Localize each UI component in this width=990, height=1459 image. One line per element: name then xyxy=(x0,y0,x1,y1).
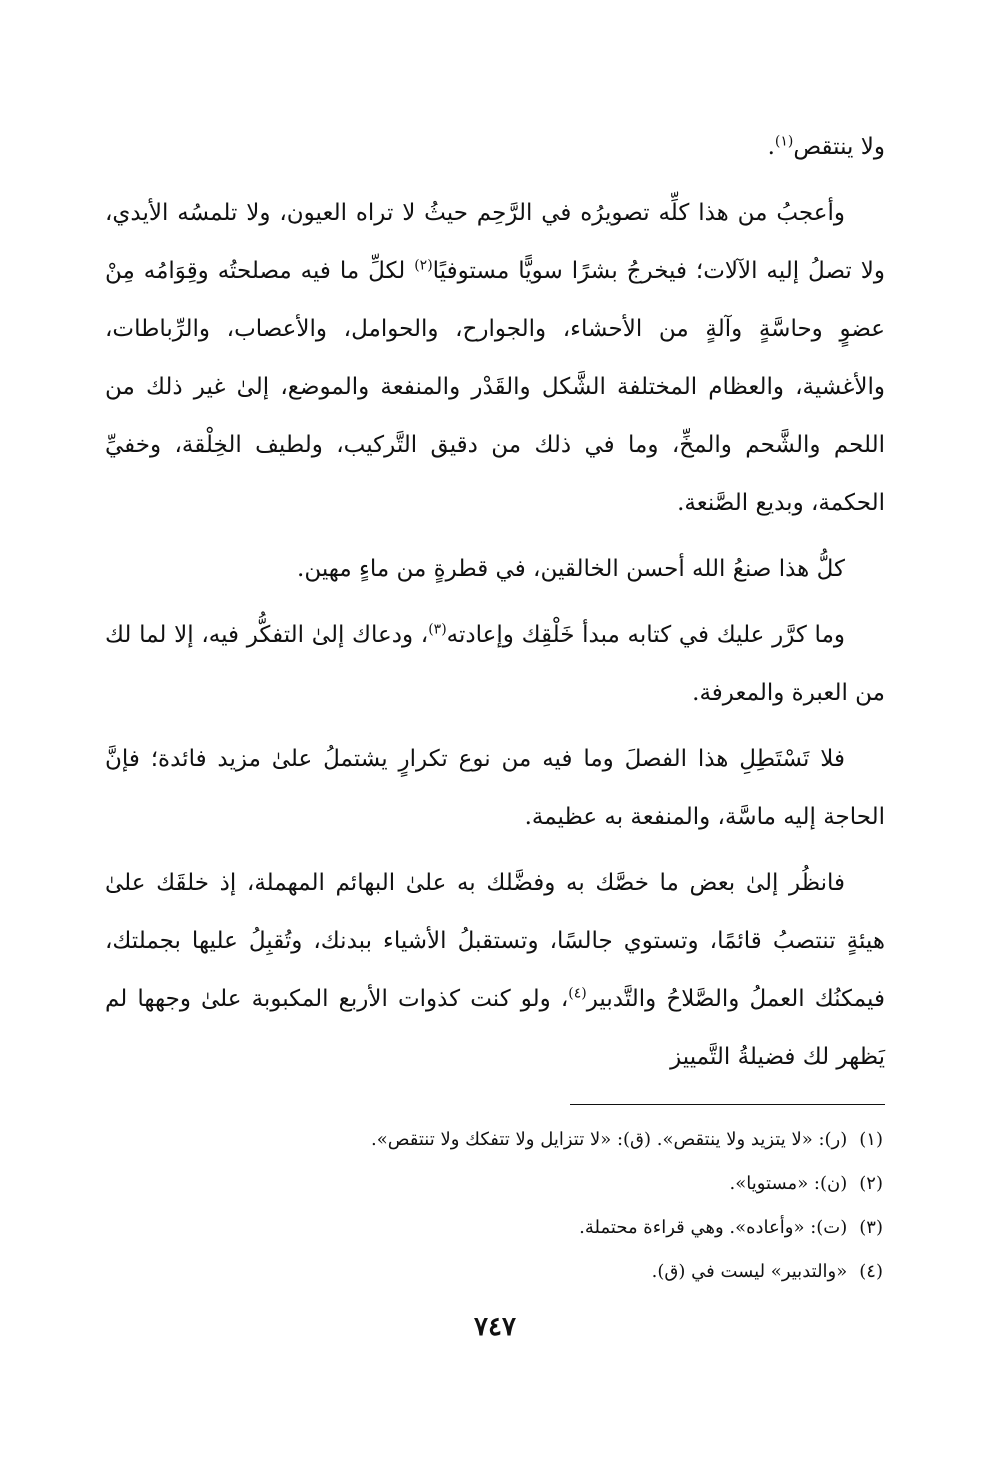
paragraph-3 xyxy=(105,540,885,598)
paragraph-4-part2: ، ودعاك إلىٰ التفكُّر فيه، إلا لما لك من العبرة والمعرفة. xyxy=(105,622,885,706)
footnotes xyxy=(105,1118,885,1294)
footnote-3 xyxy=(105,1206,885,1250)
paragraph-4 xyxy=(105,606,885,722)
footnote-number: (٢) xyxy=(859,1173,883,1194)
paragraph-6 xyxy=(105,854,885,1086)
paragraph-1-end: . xyxy=(767,134,775,160)
footnote-text: (ن): «مستويا». xyxy=(729,1173,848,1194)
footnote-ref-3: (٣) xyxy=(428,621,447,638)
footnote-text: (ت): «وأعاده». وهي قراءة محتملة. xyxy=(579,1217,848,1238)
footnote-ref-4: (٤) xyxy=(568,985,587,1002)
footnote-1 xyxy=(105,1118,885,1162)
footnote-2 xyxy=(105,1162,885,1206)
footnote-number: (١) xyxy=(859,1129,883,1150)
paragraph-3-text: كلُّ هذا صنعُ الله أحسن الخالقين، في قطرةٍ من ماءٍ مهين. xyxy=(297,556,845,582)
paragraph-5-text: فلا تَسْتَطِلِ هذا الفصلَ وما فيه من نوع تكرارٍ يشتملُ علىٰ مزيد فائدة؛ فإنَّ الحاجة إليه ماسَّة، والمنفعة به عظيمة. xyxy=(105,746,885,830)
footnote-divider xyxy=(570,1104,885,1105)
paragraph-4-part1: وما كرَّر عليك في كتابه مبدأ خَلْقِك وإعادته xyxy=(446,622,845,648)
page-number: ٧٤٧ xyxy=(474,1312,516,1342)
paragraph-6-part2: ، ولو كنت كذوات الأربع المكبوبة علىٰ وجهها لم يَظهر لك فضيلةُ التَّمييز xyxy=(105,986,885,1070)
main-text xyxy=(105,118,885,1094)
footnote-ref-2: (٢) xyxy=(414,257,433,274)
paragraph-2 xyxy=(105,184,885,532)
footnote-text: (ر): «لا يتزيد ولا ينتقص». (ق): «لا تتزايل ولا تتفكك ولا تنتقص». xyxy=(370,1129,848,1150)
footnote-ref-1: (١) xyxy=(774,133,794,150)
paragraph-1 xyxy=(105,118,885,176)
footnote-number: (٣) xyxy=(859,1217,883,1238)
paragraph-2-part1: وأعجبُ من هذا كلِّه تصويرُه في الرَّحِم حيثُ لا تراه العيون، ولا تلمسُه الأيدي، ولا تصلُ إليه الآلات؛ فيخرجُ بشرًا سويًّا مستوفيًا xyxy=(105,200,885,284)
footnote-number: (٤) xyxy=(859,1261,883,1282)
paragraph-5 xyxy=(105,730,885,846)
paragraph-6-part1: فانظُر إلىٰ بعض ما خصَّك به وفضَّلك به علىٰ البهائم المهملة، إذ خلقَك علىٰ هيئةٍ تنتصبُ قائمًا، وتستوي جالسًا، وتستقبلُ الأشياء ببدنك، وتُقبِلُ عليها بجملتك، فيمكنُك العملُ والصَّلاحُ والتَّدبير xyxy=(105,870,885,1012)
footnote-4 xyxy=(105,1250,885,1294)
paragraph-2-part2: لكلِّ ما فيه مصلحتُه وقِوَامُه مِنْ عضوٍ وحاسَّةٍ وآلةٍ من الأحشاء، والجوارح، والحوامل، والأعصاب، والرِّباطات، والأغشية، والعظام المختلفة الشَّكل والقَدْر والمنفعة والموضع، إلىٰ غير ذلك من اللحم والشَّحم والمخِّ، وما في ذلك من دقيق التَّركيب، ولطيف الخِلْقة، وخفيِّ الحكمة، وبديع الصَّنعة. xyxy=(105,258,885,516)
footnote-text: «والتدبير» ليست في (ق). xyxy=(651,1261,848,1282)
paragraph-1-text: ولا ينتقص xyxy=(793,134,885,160)
